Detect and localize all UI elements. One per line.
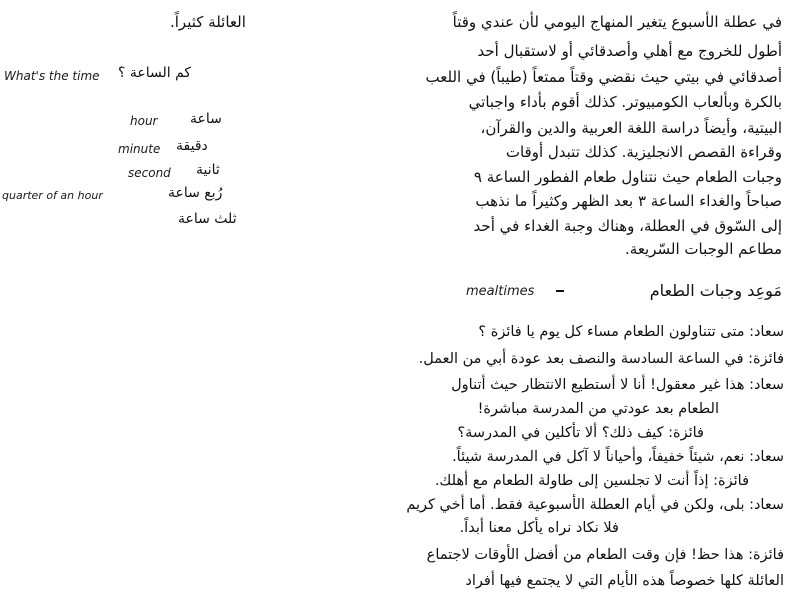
question-en: What's the time [4,69,100,83]
hour-en: hour [130,114,158,128]
dialogue-line-2: فائزة: في الساعة السادسة والنصف بعد عودة أبي من العمل. [418,351,784,367]
paragraph-line-9: إلى السّوق في العطلة، وهناك وجبة الغداء في أحد [473,217,782,235]
question-ar: كم الساعة ؟ [118,65,192,81]
dialogue-line-7: فائزة: إذاً أنت لا تجلسين إلى طاولة الطعام مع أهلك. [434,473,749,489]
paragraph-line-6: وقراءة القصص الانجليزية. كذلك تتبدل أوقات [505,143,782,161]
hour-ar: ساعة [190,111,222,127]
dialogue-line-1: سعاد: متى تتناولون الطعام مساء كل يوم يا فائزة ؟ [478,324,784,340]
paragraph-line-5: البيتية، وأيضاً دراسة اللغة العربية والدين والقرآن، [480,119,782,137]
dialogue-line-4: الطعام بعد عودتي من المدرسة مباشرة! [477,401,719,417]
quarter-en: quarter of an hour [2,189,103,202]
second-ar: ثانية [196,162,220,178]
heading-ar: مَوعِد وجبات الطعام [649,281,782,300]
paragraph-line-8: صباحاً والغداء الساعة ٣ بعد الظهر وكثيراً ما نذهب [475,192,782,210]
paragraph-line-1: في عطلة الأسبوع يتغير المنهاج اليومي لأن عندي وقتاً [452,13,782,31]
paragraph-line-3: أصدقائي في بيتي حيث نقضي وقتاً ممتعاً (طيباً) في اللعب [425,68,782,86]
heading-en: mealtimes [466,284,535,299]
paragraph-line-10: مطاعم الوجبات السّريعة. [625,240,782,258]
side-title: العائلة كثيراً. [170,13,246,31]
dialogue-line-3: سعاد: هذا غير معقول! أنا لا أستطيع الانتظار حيث أتناول [451,377,784,393]
quarter-ar: رُبع ساعة [168,185,223,201]
minute-ar: دقيقة [176,138,208,154]
dialogue-line-9: فلا نكاد نراه يأكل معنا أبداً. [459,520,619,536]
dialogue-line-10: فائزة: هذا حظ! فإن وقت الطعام من أفضل الأوقات لاجتماع [426,547,784,563]
third-ar: ثلث ساعة [178,211,237,227]
dialogue-line-8: سعاد: بلى، ولكن في أيام العطلة الأسبوعية فقط. أما أخي كريم [406,497,784,513]
second-en: second [128,166,171,180]
paragraph-line-4: بالكرة وبألعاب الكومبيوتر. كذلك أقوم بأداء واجباتي [468,93,782,111]
dialogue-line-5: فائزة: كيف ذلك؟ ألا تأكلين في المدرسة؟ [457,425,704,441]
minute-en: minute [118,142,161,156]
dialogue-line-6: سعاد: نعم، شيئاً خفيفاً، وأحياناً لا آكل في المدرسة شيئاً. [452,449,784,465]
heading-dash [556,290,564,292]
paragraph-line-2: أطول للخروج مع أهلي وأصدقائي أو لاستقبال أحد [477,42,782,60]
paragraph-line-7: وجبات الطعام حيث نتناول طعام الفطور الساعة ٩ [473,168,782,186]
dialogue-line-11: العائلة كلها خصوصاً هذه الأيام التي لا يجتمع فيها أفراد [465,573,784,589]
